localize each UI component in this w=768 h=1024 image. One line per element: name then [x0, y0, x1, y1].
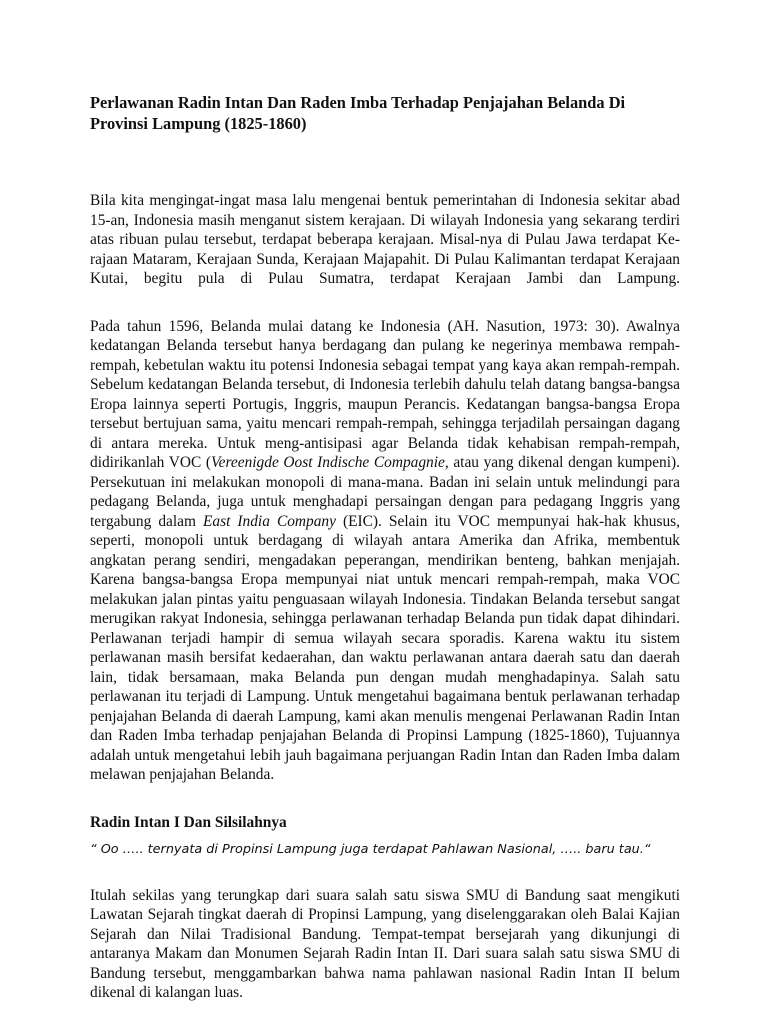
- voc-paragraph-part1: Pada tahun 1596, Belanda mulai datang ke Indonesia (AH. Nasution, 1973: 30). Awalnya kedatangan Belanda tersebut hanya berdagang dan pulang ke negerinya membawa rempah-rempah, kebetulan waktu itu potensi Indonesia sebagai tempat yang kaya akan rempah-rempah. Sebelum kedatangan Belanda tersebut, di Indonesia terlebih dahulu telah datang bangsa-bangsa Eropa lainnya seperti Portugis, Inggris, maupun Perancis. Kedatangan bangsa-bangsa Eropa tersebut bertujuan sama, yaitu mencari rempah-rempah, sehingga terjadilah persaingan dagang di antara mereka. Untuk meng-antisipasi agar Belanda tidak kehabisan rempah-rempah, didirikanlah VOC (: [90, 317, 680, 471]
- document-page: [90, 92, 680, 1003]
- document-title: Perlawanan Radin Intan Dan Raden Imba Terhadap Penjajahan Belanda Di Provinsi Lampung (1825-1860): [90, 93, 626, 133]
- lawatan-paragraph: Itulah sekilas yang terungkap dari suara salah satu siswa SMU di Bandung saat mengikuti Lawatan Sejarah tingkat daerah di Propinsi Lampung, yang diselenggarakan oleh Balai Kajian Sejarah dan Nilai Tradisional Bandung. Tempat-tempat bersejarah yang dikunjungi di antaranya Makam dan Monumen Sejarah Radin Intan II. Dari suara salah satu siswa SMU di Bandung tersebut, menggambarkan bahwa nama pahlawan nasional Radin Intan II belum dikenal di kalangan luas.: [90, 886, 680, 1001]
- voc-paragraph-part3: (EIC). Selain itu VOC mempunyai hak-hak khusus, seperti, monopoli untuk berdagang di wilayah antara Amerika dan Afrika, membentuk angkatan perang sendiri, mengadakan peperangan, mendirikan benteng, bahkan menjajah. Karena bangsa-bangsa Eropa mempunyai niat untuk mencari rempah-rempah, maka VOC melakukan jalan pintas yaitu penguasaan wilayah Indonesia. Tindakan Belanda tersebut sangat merugikan rakyat Indonesia, sehingga perlawanan terhadap Belanda pun tidak dapat dihindari. Perlawanan terjadi hampir di semua wilayah secara sporadis. Karena waktu itu sistem perlawanan masih bersifat kedaerahan, dan waktu perlawanan antara daerah satu dan daerah lain, tidak bersamaan, maka Belanda pun dengan mudah menghadapinya. Salah satu perlawanan itu terjadi di Lampung. Untuk mengetahui bagaimana bentuk perlawanan terhadap penjajahan Belanda di daerah Lampung, kami akan menulis mengenai Perlawanan Radin Intan dan Raden Imba terhadap penjajahan Belanda di Propinsi Lampung (1825-1860), Tujuannya adalah untuk mengetahui lebih jauh bagaimana perjuangan Radin Intan dan Raden Imba dalam melawan penjajahan Belanda.: [90, 512, 680, 783]
- voc-full-name: Vereenigde Oost Indische Compagnie: [210, 454, 445, 471]
- student-quote: “ Oo ….. ternyata di Propinsi Lampung juga terdapat Pahlawan Nasional, ….. baru tau.“: [90, 842, 651, 857]
- voc-paragraph-part2: , atau yang dikenal dengan kumpeni). Persekutuan ini melakukan monopoli di mana-mana. Badan ini selain untuk melindungi para pedagang Belanda, juga untuk menghadapi persaingan dengan para pedagang Inggris yang tergabung dalam: [90, 454, 680, 530]
- section-heading: Radin Intan I Dan Silsilahnya: [90, 813, 287, 831]
- intro-paragraph: Bila kita mengingat-ingat masa lalu mengenai bentuk pemerintahan di Indonesia sekitar abad 15-an, Indonesia masih menganut sistem kerajaan. Di wilayah Indonesia yang sekarang terdiri atas ribuan pulau tersebut, terdapat beberapa kerajaan. Misal-nya di Pulau Jawa terdapat Ke-rajaan Mataram, Kerajaan Sunda, Kerajaan Majapahit. Di Pulau Kalimantan terdapat Kerajaan Kutai, begitu pula di Pulau Sumatra, terdapat Kerajaan Jambi dan Lampung.: [90, 192, 680, 287]
- voc-paragraph: [90, 317, 680, 785]
- eic-name: East India Company: [202, 512, 336, 530]
